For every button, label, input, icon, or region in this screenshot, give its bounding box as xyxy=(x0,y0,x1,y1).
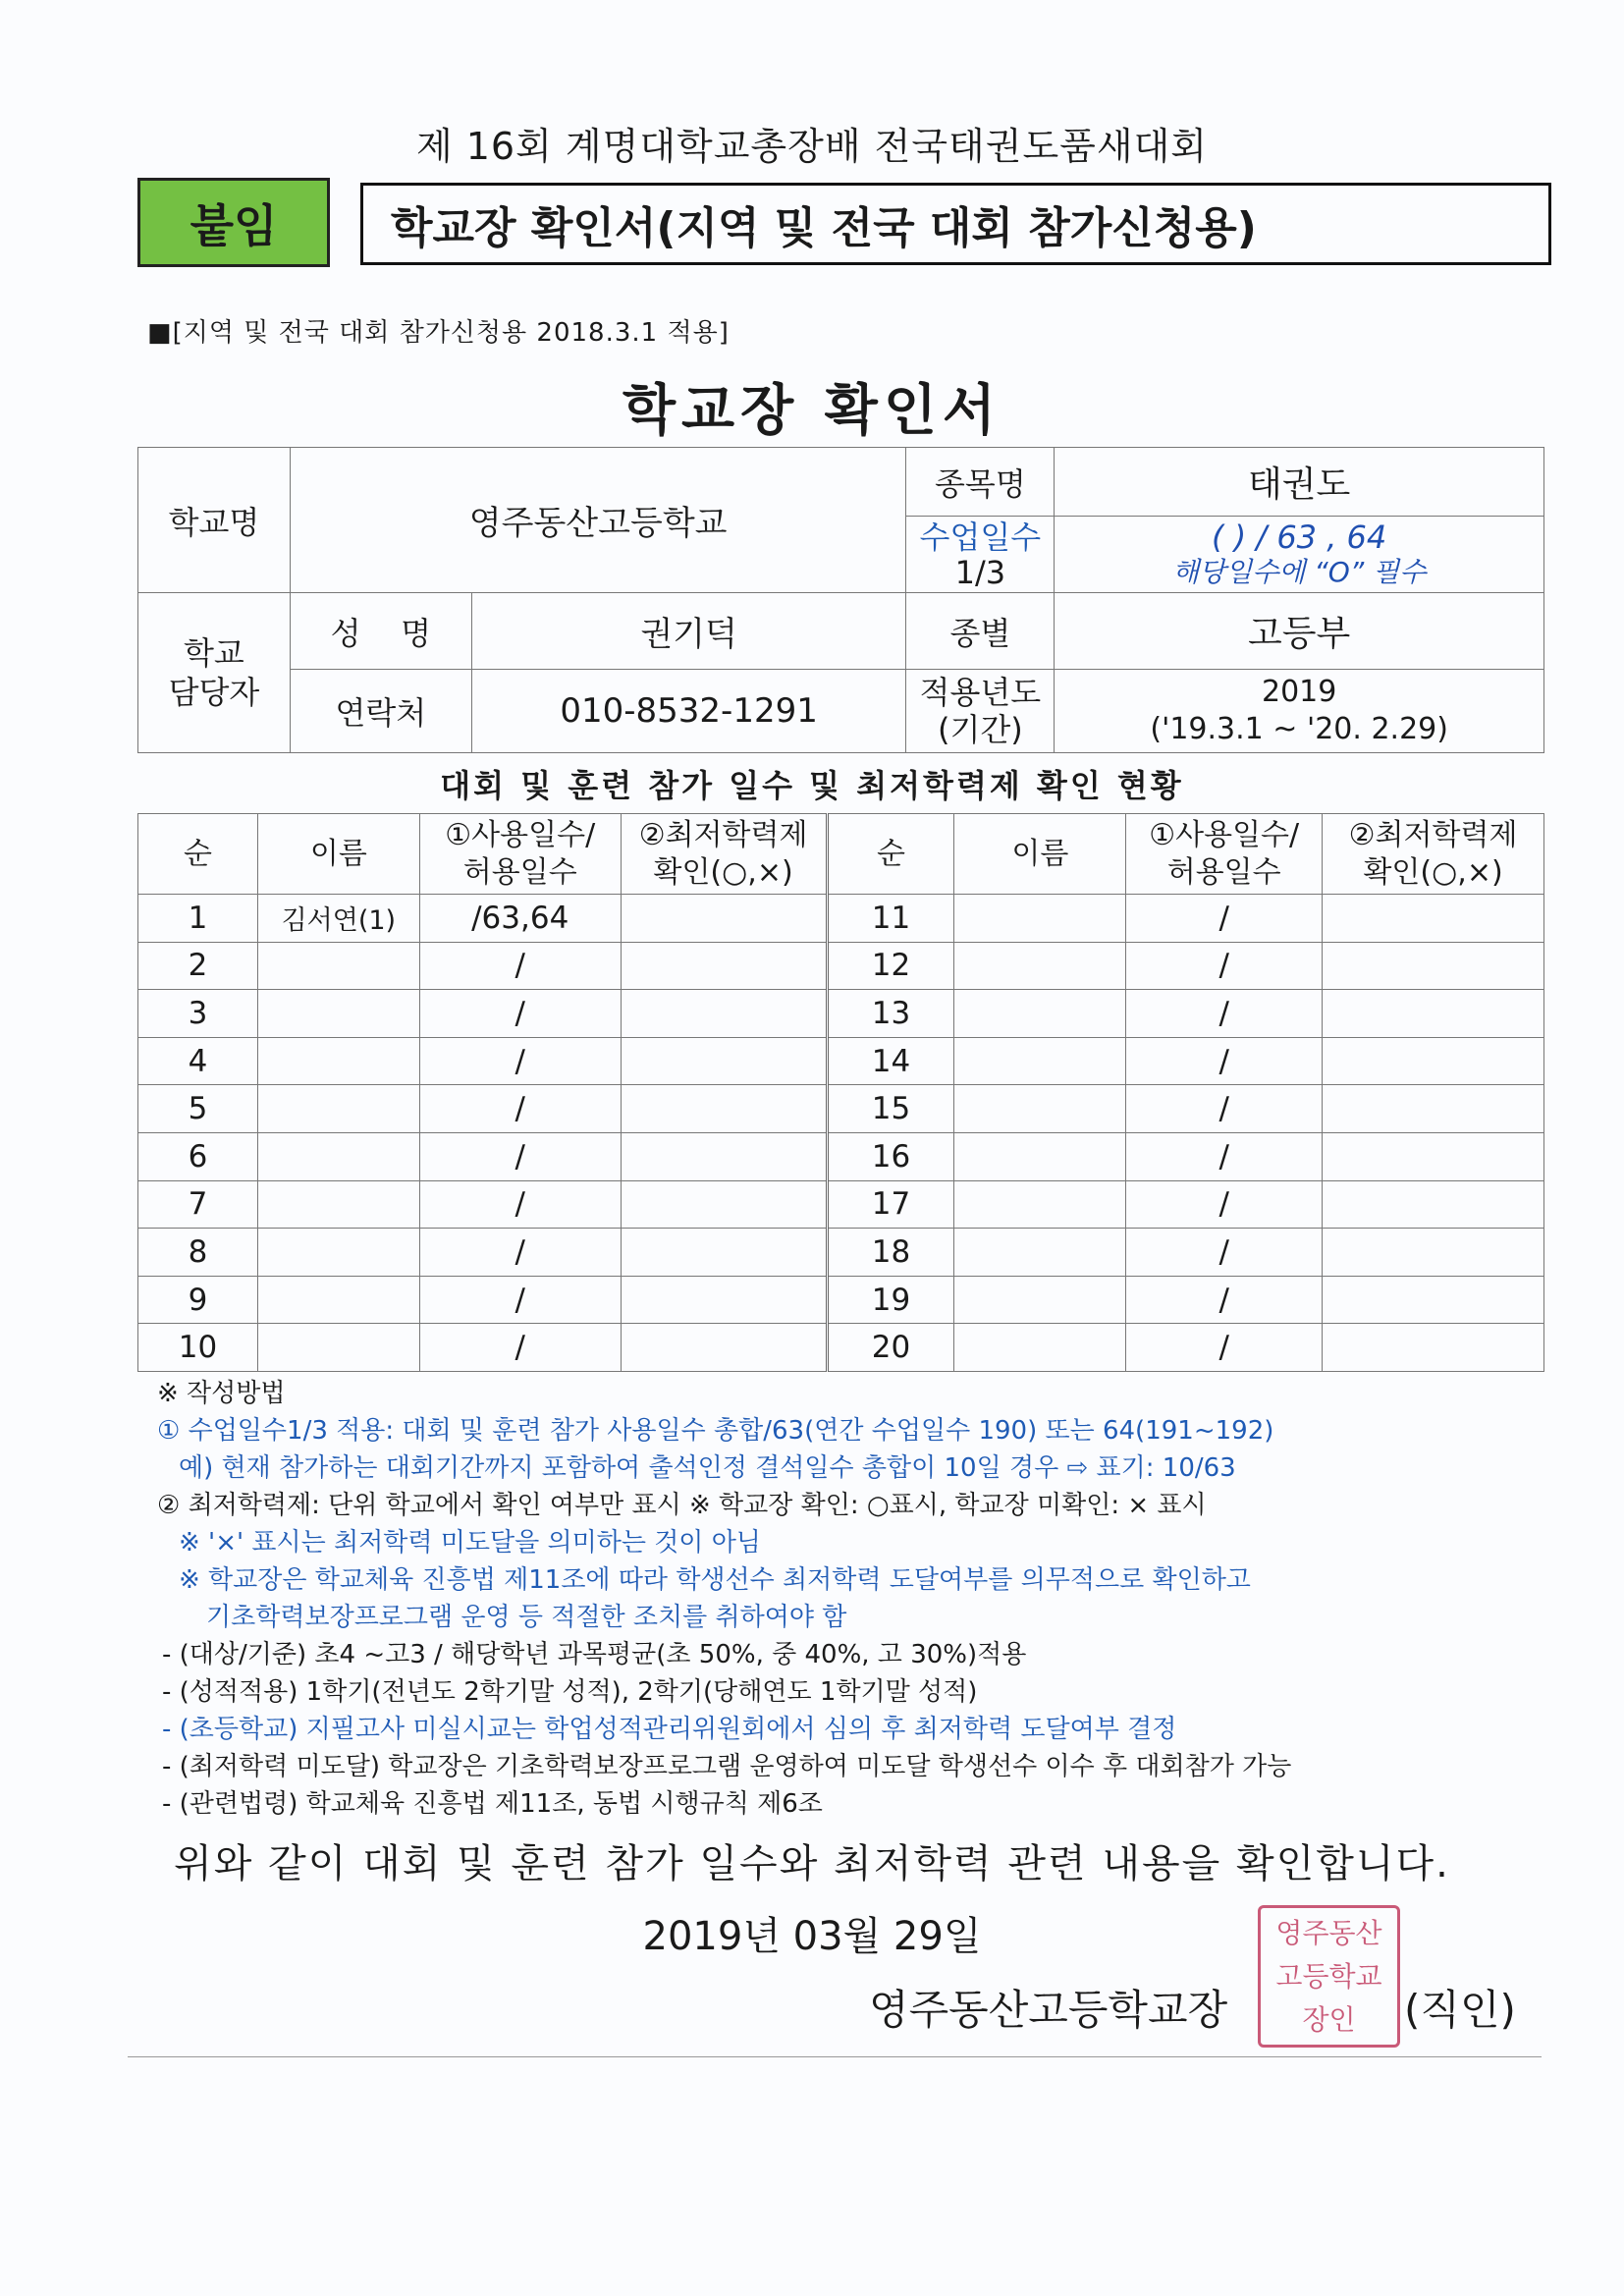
manager-label-line1: 학교 xyxy=(184,634,244,672)
student-name-cell xyxy=(257,990,419,1038)
table-row xyxy=(138,1037,1544,1085)
school-label: 학교명 xyxy=(138,448,291,593)
student-name-cell-right xyxy=(954,942,1126,990)
table-row xyxy=(138,1229,1544,1277)
row-number-right: 11 xyxy=(827,895,954,943)
table-row xyxy=(138,1132,1544,1180)
row-number: 5 xyxy=(138,1085,258,1133)
student-name-cell xyxy=(257,1324,419,1372)
row-number: 4 xyxy=(138,1037,258,1085)
student-name-cell-right xyxy=(954,1085,1126,1133)
detail-1: - (대상/기준) 초4 ~고3 / 해당학년 과목평균(초 50%, 중 40%, 고 30%)적용 xyxy=(162,1640,1027,1669)
manager-label xyxy=(138,593,291,753)
table-row xyxy=(138,1085,1544,1133)
row-number-right: 17 xyxy=(827,1180,954,1229)
col-days-header-line2: 허용일수 xyxy=(462,854,577,890)
col-no-header-right: 순 xyxy=(827,814,954,895)
days-cell-right: / xyxy=(1126,1085,1323,1133)
contact-label: 연락처 xyxy=(290,670,471,753)
col-name-header-right: 이름 xyxy=(954,814,1126,895)
note-3: ※ '×' 표시는 최저학력 미도달을 의미하는 것이 아님 xyxy=(179,1528,761,1558)
class-days-label-line2: 1/3 xyxy=(954,553,1006,591)
division-label: 종별 xyxy=(906,593,1055,670)
check-cell xyxy=(621,990,827,1038)
detail-4: - (최저학력 미도달) 학교장은 기초학력보장프로그램 운영하여 미도달 학생선수 이수 후 대회참가 가능 xyxy=(162,1752,1292,1781)
check-cell-right xyxy=(1323,942,1544,990)
student-name-cell-right xyxy=(954,1276,1126,1324)
days-cell-right: / xyxy=(1126,1132,1323,1180)
row-number: 1 xyxy=(138,895,258,943)
days-cell: / xyxy=(419,1085,621,1133)
detail-5: - (관련법령) 학교체육 진흥법 제11조, 동법 시행규칙 제6조 xyxy=(162,1789,823,1819)
days-cell-right: / xyxy=(1126,895,1323,943)
check-cell-right xyxy=(1323,1037,1544,1085)
document-title: 학교장 확인서 xyxy=(622,379,1002,443)
days-cell: / xyxy=(419,1324,621,1372)
name-label: 성 명 xyxy=(290,593,471,670)
col-days-header-line1: ①사용일수/ xyxy=(445,817,596,852)
division-value: 고등부 xyxy=(1055,593,1544,670)
note-4a: ※ 학교장은 학교체육 진흥법 제11조에 따라 학생선수 최저학력 도달여부를 의무적으로 확인하고 xyxy=(179,1565,1251,1595)
student-name-cell xyxy=(257,1276,419,1324)
check-cell xyxy=(621,1276,827,1324)
days-cell: / xyxy=(419,942,621,990)
col-check-header xyxy=(621,814,827,895)
row-number-right: 20 xyxy=(827,1324,954,1372)
year-cell xyxy=(1055,670,1544,753)
detail-2: - (성적적용) 1학기(전년도 2학기말 성적), 2학기(당해연도 1학기말 성적) xyxy=(162,1677,978,1707)
period-value: ('19.3.1 ~ '20. 2.29) xyxy=(1150,712,1448,746)
sport-label: 종목명 xyxy=(906,448,1055,517)
row-number: 7 xyxy=(138,1180,258,1229)
student-name-cell-right xyxy=(954,1229,1126,1277)
issue-date: 2019년 03월 29일 xyxy=(642,1914,982,1959)
row-number: 8 xyxy=(138,1229,258,1277)
apply-note: ■[지역 및 전국 대회 참가신청용 2018.3.1 적용] xyxy=(147,318,730,348)
year-label-line1: 적용년도 xyxy=(919,674,1042,711)
check-cell xyxy=(621,1037,827,1085)
check-cell-right xyxy=(1323,1180,1544,1229)
days-cell: / xyxy=(419,1276,621,1324)
days-cell: / xyxy=(419,1132,621,1180)
col-check-header-right xyxy=(1323,814,1544,895)
days-cell: / xyxy=(419,1180,621,1229)
days-cell-right: / xyxy=(1126,1229,1323,1277)
class-days-label-line1: 수업일수 xyxy=(919,518,1042,556)
check-cell-right xyxy=(1323,990,1544,1038)
check-cell-right xyxy=(1323,1085,1544,1133)
col-check-header-line2: 확인(○,×) xyxy=(653,854,793,890)
check-cell xyxy=(621,895,827,943)
attachment-badge: 붙임 xyxy=(137,178,330,267)
row-number-right: 16 xyxy=(827,1132,954,1180)
row-number: 6 xyxy=(138,1132,258,1180)
student-name-cell xyxy=(257,1180,419,1229)
table-row xyxy=(138,1324,1544,1372)
class-days-value: ( ) / 63 , 64 xyxy=(1212,518,1387,556)
principal-title: 영주동산고등학교장 xyxy=(869,1986,1228,2034)
check-cell-right xyxy=(1323,1324,1544,1372)
row-number-right: 15 xyxy=(827,1085,954,1133)
check-cell xyxy=(621,1085,827,1133)
student-name-cell-right xyxy=(954,1037,1126,1085)
header-title-box: 학교장 확인서(지역 및 전국 대회 참가신청용) xyxy=(360,183,1551,265)
year-value: 2019 xyxy=(1261,675,1337,709)
table-row xyxy=(138,1180,1544,1229)
year-label xyxy=(906,670,1055,753)
class-days-cell xyxy=(1055,517,1544,593)
col-check-header-right-line1: ②최저학력제 xyxy=(1348,817,1518,852)
seal-suffix: (직인) xyxy=(1404,1986,1516,2034)
info-table xyxy=(137,447,1544,753)
check-cell xyxy=(621,1180,827,1229)
manager-name: 권기덕 xyxy=(471,593,906,670)
student-name-cell xyxy=(257,1132,419,1180)
school-name: 영주동산고등학교 xyxy=(290,448,906,593)
event-title: 제 16회 계명대학교총장배 전국태권도품새대회 xyxy=(415,125,1209,168)
days-cell-right: / xyxy=(1126,1037,1323,1085)
contact-value: 010-8532-1291 xyxy=(471,670,906,753)
official-seal-icon: 영주동산 고등학교 장인 xyxy=(1258,1905,1400,2048)
check-cell-right xyxy=(1323,1276,1544,1324)
roster-table xyxy=(137,813,1544,1372)
days-cell: / xyxy=(419,1229,621,1277)
manager-label-line2: 담당자 xyxy=(168,674,260,711)
table-row xyxy=(138,1276,1544,1324)
days-cell-right: / xyxy=(1126,1180,1323,1229)
note-4b: 기초학력보장프로그램 운영 등 적절한 조치를 취하여야 함 xyxy=(206,1603,847,1632)
notes-heading: ※ 작성방법 xyxy=(157,1379,286,1408)
days-cell-right: / xyxy=(1126,942,1323,990)
check-cell-right xyxy=(1323,895,1544,943)
col-check-header-right-line2: 확인(○,×) xyxy=(1363,854,1503,890)
days-cell: / xyxy=(419,1037,621,1085)
col-days-header-right-line1: ①사용일수/ xyxy=(1149,817,1300,852)
check-cell xyxy=(621,1324,827,1372)
confirmation-statement: 위와 같이 대회 및 훈련 참가 일수와 최저학력 관련 내용을 확인합니다. xyxy=(174,1841,1450,1886)
class-days-note: 해당일수에 “O” 필수 xyxy=(1172,555,1427,588)
check-cell-right xyxy=(1323,1132,1544,1180)
days-cell-right: / xyxy=(1126,1276,1323,1324)
student-name-cell xyxy=(257,1085,419,1133)
check-cell xyxy=(621,1229,827,1277)
row-number-right: 12 xyxy=(827,942,954,990)
student-name-cell-right xyxy=(954,1324,1126,1372)
row-number-right: 14 xyxy=(827,1037,954,1085)
writing-instructions xyxy=(157,1375,1551,1823)
student-name-cell-right xyxy=(954,1132,1126,1180)
table-row xyxy=(138,942,1544,990)
class-days-label xyxy=(906,517,1055,593)
row-number-right: 13 xyxy=(827,990,954,1038)
col-check-header-line1: ②최저학력제 xyxy=(638,817,808,852)
row-number: 3 xyxy=(138,990,258,1038)
row-number-right: 19 xyxy=(827,1276,954,1324)
bottom-divider xyxy=(128,2056,1542,2057)
row-number: 10 xyxy=(138,1324,258,1372)
check-cell xyxy=(621,1132,827,1180)
row-number: 9 xyxy=(138,1276,258,1324)
student-name-cell xyxy=(257,942,419,990)
student-name-cell-right xyxy=(954,990,1126,1038)
col-no-header: 순 xyxy=(138,814,258,895)
col-name-header: 이름 xyxy=(257,814,419,895)
student-name-cell xyxy=(257,1037,419,1085)
student-name-cell-right xyxy=(954,1180,1126,1229)
col-days-header xyxy=(419,814,621,895)
days-cell: / xyxy=(419,990,621,1038)
days-cell-right: / xyxy=(1126,990,1323,1038)
table-row xyxy=(138,990,1544,1038)
sport-value: 태권도 xyxy=(1055,448,1544,517)
roster-header-row xyxy=(138,814,1544,895)
row-number: 2 xyxy=(138,942,258,990)
note-2: ② 최저학력제: 단위 학교에서 확인 여부만 표시 ※ 학교장 확인: ○표시, 학교장 미확인: × 표시 xyxy=(157,1491,1207,1520)
row-number-right: 18 xyxy=(827,1229,954,1277)
status-title: 대회 및 훈련 참가 일수 및 최저학력제 확인 현황 xyxy=(440,767,1184,804)
days-cell-right: / xyxy=(1126,1324,1323,1372)
note-1b: 예) 현재 참가하는 대회기간까지 포함하여 출석인정 결석일수 총합이 10일 경우 ⇨ 표기: 10/63 xyxy=(179,1453,1236,1483)
days-cell: /63,64 xyxy=(419,895,621,943)
col-days-header-right-line2: 허용일수 xyxy=(1166,854,1281,890)
detail-3: - (초등학교) 지필고사 미실시교는 학업성적관리위원회에서 심의 후 최저학력 도달여부 결정 xyxy=(162,1715,1177,1744)
student-name-cell xyxy=(257,1229,419,1277)
col-days-header-right xyxy=(1126,814,1323,895)
check-cell xyxy=(621,942,827,990)
student-name-cell-right xyxy=(954,895,1126,943)
student-name-cell: 김서연(1) xyxy=(257,895,419,943)
check-cell-right xyxy=(1323,1229,1544,1277)
year-label-line2: (기간) xyxy=(937,711,1023,748)
table-row xyxy=(138,895,1544,943)
note-1a: ① 수업일수1/3 적용: 대회 및 훈련 참가 사용일수 총합/63(연간 수업일수 190) 또는 64(191~192) xyxy=(157,1416,1274,1446)
